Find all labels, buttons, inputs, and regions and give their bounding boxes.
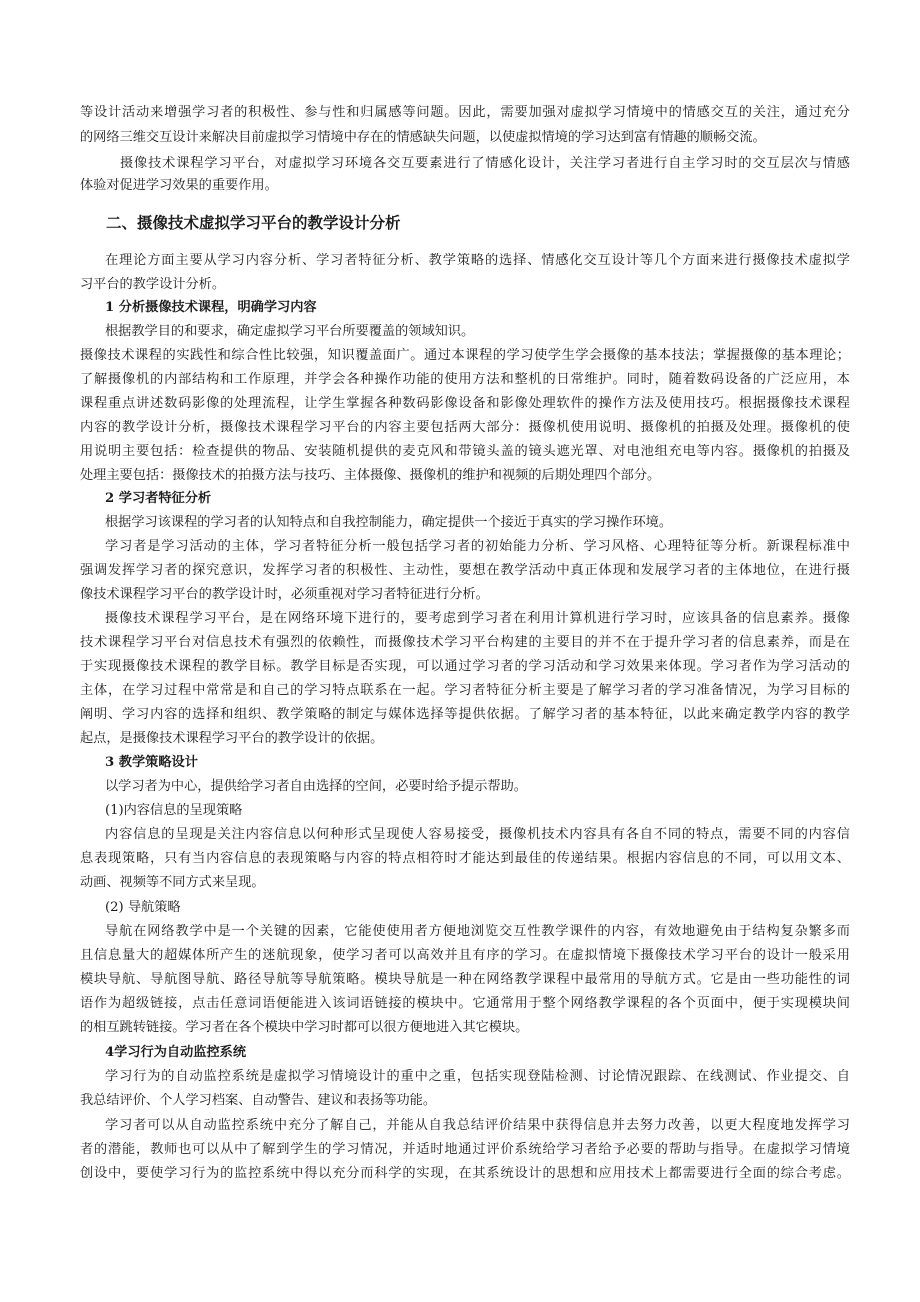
paragraph-line: 学习行为的自动监控系统是虚拟学习情境设计的重中之重，包括实现登陆检测、讨论情况跟踪、在线测试、作业提交、自	[105, 1069, 850, 1084]
paragraph-line: 模块导航、导航图导航、路径导航等导航策略。模块导航是一种在网络教学课程中最常用的导航方式。它是由一些功能性的词	[80, 972, 850, 987]
paragraph-line: 阐明、学习内容的选择和组织、教学策略的制定与媒体选择等提供依据。了解学习者的基本特征，以此来确定教学内容的教学	[80, 707, 850, 722]
paragraph-line: 用说明主要包括：检查提供的物品、安装随机提供的麦克风和带镜头盖的镜头遮光罩、对电池组充电等内容。摄像机的拍摄及	[80, 444, 850, 459]
subsection-heading: 2 学习者特征分析	[105, 491, 212, 506]
paragraph-line: 根据学习该课程的学习者的认知特点和自我控制能力，确定提供一个接近于真实的学习操作环境。	[105, 515, 673, 530]
paragraph-line: 动画、视频等不同方式来呈现。	[80, 875, 265, 890]
paragraph-line: 摄像技术课程学习平台，是在网络环境下进行的，要考虑到学习者在利用计算机进行学习时，应该具备的信息素养。摄像	[105, 611, 850, 626]
paragraph-line: 等设计活动来增强学习者的积极性、参与性和归属感等问题。因此，需要加强对虚拟学习情境中的情感交互的关注，通过充分	[80, 105, 850, 120]
paragraph-line: 摄像技术课程学习平台，对虚拟学习环境各交互要素进行了情感化设计，关注学习者进行自主学习时的交互层次与情感	[120, 156, 850, 171]
subsection-heading: 4学习行为自动监控系统	[105, 1045, 247, 1060]
paragraph-line: 处理主要包括：摄像技术的拍摄方法与技巧、主体摄像、摄像机的维护和视频的后期处理四个部分。	[80, 468, 661, 483]
paragraph-line: 习平台的教学设计分析。	[80, 277, 226, 292]
paragraph-line: 学习者可以从自动监控系统中充分了解自己，并能从自我总结评价结果中获得信息并去努力改善，以更大程度地发挥学习	[105, 1118, 850, 1133]
paragraph-line: 导航在网络教学中是一个关键的因素，它能使使用者方便地浏览交互性教学课件的内容，有效地避免由于结构复杂繁多而	[105, 924, 850, 939]
paragraph-line: 主体，在学习过程中常常是和自己的学习特点联系在一起。学习者特征分析主要是了解学习者的学习准备情况，为学习目标的	[80, 683, 850, 698]
section-heading: 二、摄像技术虚拟学习平台的教学设计分析	[106, 214, 401, 232]
paragraph-line: 于实现摄像技术课程的教学目标。教学目标是否实现，可以通过学习者的学习活动和学习效果来体现。学习者作为学习活动的	[80, 659, 850, 674]
paragraph-line: 内容的教学设计分析，摄像技术课程学习平台的内容主要包括两大部分：摄像机使用说明、摄像机的拍摄及处理。摄像机的使	[80, 420, 850, 435]
paragraph-line: 的相互跳转链接。学习者在各个模块中学习时都可以很方便地进入其它模块。	[80, 1020, 529, 1035]
paragraph-line: 起点，是摄像技术课程学习平台的教学设计的依据。	[80, 731, 384, 746]
paragraph-line: 且信息量大的超媒体所产生的迷航现象，使学习者可以高效并且有序的学习。在虚拟情境下摄像技术学习平台的设计一般采用	[80, 948, 850, 963]
paragraph-line: 我总结评价、个人学习档案、自动警告、建议和表扬等功能。	[80, 1093, 437, 1108]
subsection-heading: 1 分析摄像技术课程，明确学习内容	[105, 300, 317, 315]
paragraph-line: 了解摄像机的内部结构和工作原理，并学会各种操作功能的使用方法和整机的日常维护。同时，随着数码设备的广泛应用，本	[80, 372, 850, 387]
paragraph-line: 以学习者为中心，提供给学习者自由选择的空间，必要时给予提示帮助。	[105, 779, 527, 794]
paragraph-line: 强调发挥学习者的探究意识，发挥学习者的积极性、主动性，要想在教学活动中真正体现和发展学习者的主体地位，在进行摄	[80, 563, 850, 578]
paragraph-line: 根据教学目的和要求，确定虚拟学习平台所要覆盖的领域知识。	[105, 324, 475, 339]
paragraph-line: (1)内容信息的呈现策略	[105, 803, 243, 818]
paragraph-line: 摄像技术课程的实践性和综合性比较强，知识覆盖面广。通过本课程的学习使学生学会摄像的基本技法；掌握摄像的基本理论；	[80, 348, 850, 363]
paragraph-line: 的网络三维交互设计来解决目前虚拟学习情境中存在的情感缺失问题，以使虚拟情境的学习达到富有情趣的顺畅交流。	[80, 130, 766, 145]
paragraph-line: 语作为超级链接，点击任意词语便能进入该词语链接的模块中。它通常用于整个网络教学课程的各个页面中，便于实现模块间	[80, 996, 850, 1011]
paragraph-line: 技术课程学习平台对信息技术有强烈的依赖性，而摄像技术学习平台构建的主要目的并不在于提升学习者的信息素养，而是在	[80, 635, 850, 650]
paragraph-line: 在理论方面主要从学习内容分析、学习者特征分析、教学策略的选择、情感化交互设计等几个方面来进行摄像技术虚拟学	[105, 253, 850, 268]
subsection-heading: 3 教学策略设计	[105, 755, 198, 770]
paragraph-line: 息表现策略，只有当内容信息的表现策略与内容的特点相符时才能达到最佳的传递结果。根据内容信息的不同，可以用文本、	[80, 851, 850, 866]
paragraph-line: 学习者是学习活动的主体，学习者特征分析一般包括学习者的初始能力分析、学习风格、心理特征等分析。新课程标准中	[105, 539, 850, 554]
paragraph-line: 内容信息的呈现是关注内容信息以何种形式呈现使人容易接受，摄像机技术内容具有各自不同的特点，需要不同的内容信	[105, 827, 850, 842]
paragraph-line: 创设中，要使学习行为的监控系统中得以充分而科学的实现，在其系统设计的思想和应用技术上都需要进行全面的综合考虑。	[80, 1166, 850, 1181]
paragraph-line: 者的潜能，教师也可以从中了解到学生的学习情况，并适时地通过评价系统给学习者给予必要的帮助与指导。在虚拟学习情境	[80, 1142, 850, 1157]
paragraph-line: 体验对促进学习效果的重要作用。	[80, 178, 278, 193]
paragraph-line: 像技术课程学习平台的教学设计时，必须重视对学习者特征进行分析。	[80, 587, 489, 602]
paragraph-line: 课程重点讲述数码影像的处理流程，让学生掌握各种数码影像设备和影像处理软件的操作方法及使用技巧。根据摄像技术课程	[80, 396, 850, 411]
paragraph-line: (2) 导航策略	[105, 900, 181, 915]
